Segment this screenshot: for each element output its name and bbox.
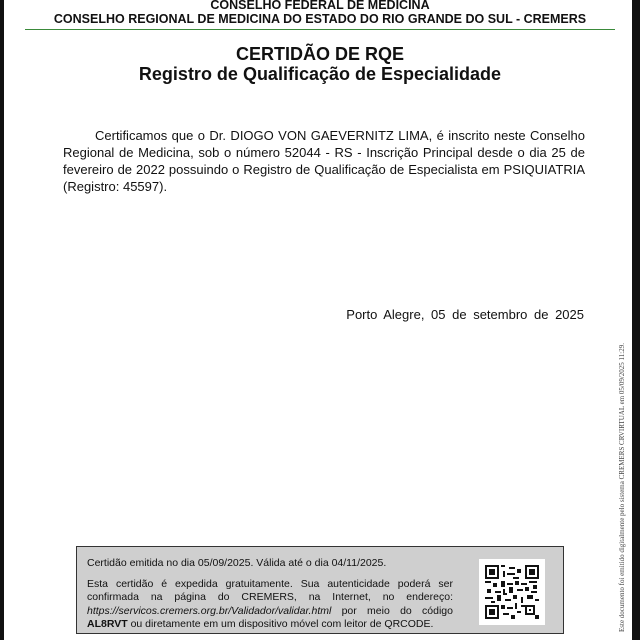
authenticity-paragraph [87, 578, 453, 631]
validation-url-link[interactable]: https://servicos.cremers.org.br/Validador/validar.html [87, 604, 332, 617]
left-edge-bar [0, 0, 4, 640]
authenticity-text-3: ou diretamente em um dispositivo móvel com leitor de QRCODE. [127, 617, 434, 630]
issue-validity-line: Certidão emitida no dia 05/09/2025. Válida até o dia 04/11/2025. [87, 557, 387, 569]
validation-code: AL8RVT [87, 617, 128, 630]
validation-box [76, 546, 564, 634]
header-federal-council: CONSELHO FEDERAL DE MEDICINA [210, 0, 430, 12]
qr-code-container [479, 559, 545, 625]
certificate-body: Certificamos que o Dr. DIOGO VON GAEVERNITZ LIMA, é inscrito neste Conselho Regional de Medicina, sob o número 52044 - RS - Inscrição Principal desde o dia 25 de fevereiro de 2022 possuindo o Registro de Qualificação de Especialista em PSIQUIATRIA (Registro: 45597). [63, 128, 585, 194]
right-edge-bar [632, 0, 640, 640]
digital-emission-note: Este documento foi emitido digitalmente pelo sistema CREMERS CRVIRTUAL em 05/09/2025 11:29. [618, 343, 626, 632]
document-title: CERTIDÃO DE RQE [235, 44, 404, 64]
document-subtitle: Registro de Qualificação de Especialidade [138, 64, 502, 84]
header-regional-council: CONSELHO REGIONAL DE MEDICINA DO ESTADO DO RIO GRANDE DO SUL - CREMERS [53, 12, 587, 26]
qr-code-icon [485, 565, 539, 619]
authenticity-text-2: por meio do código [331, 604, 453, 617]
authenticity-text: Esta certidão é expedida gratuitamente. Sua autenticidade poderá ser confirmada na página do CREMERS, na Internet, no endereço: [87, 578, 453, 604]
header-divider [25, 29, 615, 30]
place-and-date: Porto Alegre, 05 de setembro de 2025 [346, 307, 584, 322]
